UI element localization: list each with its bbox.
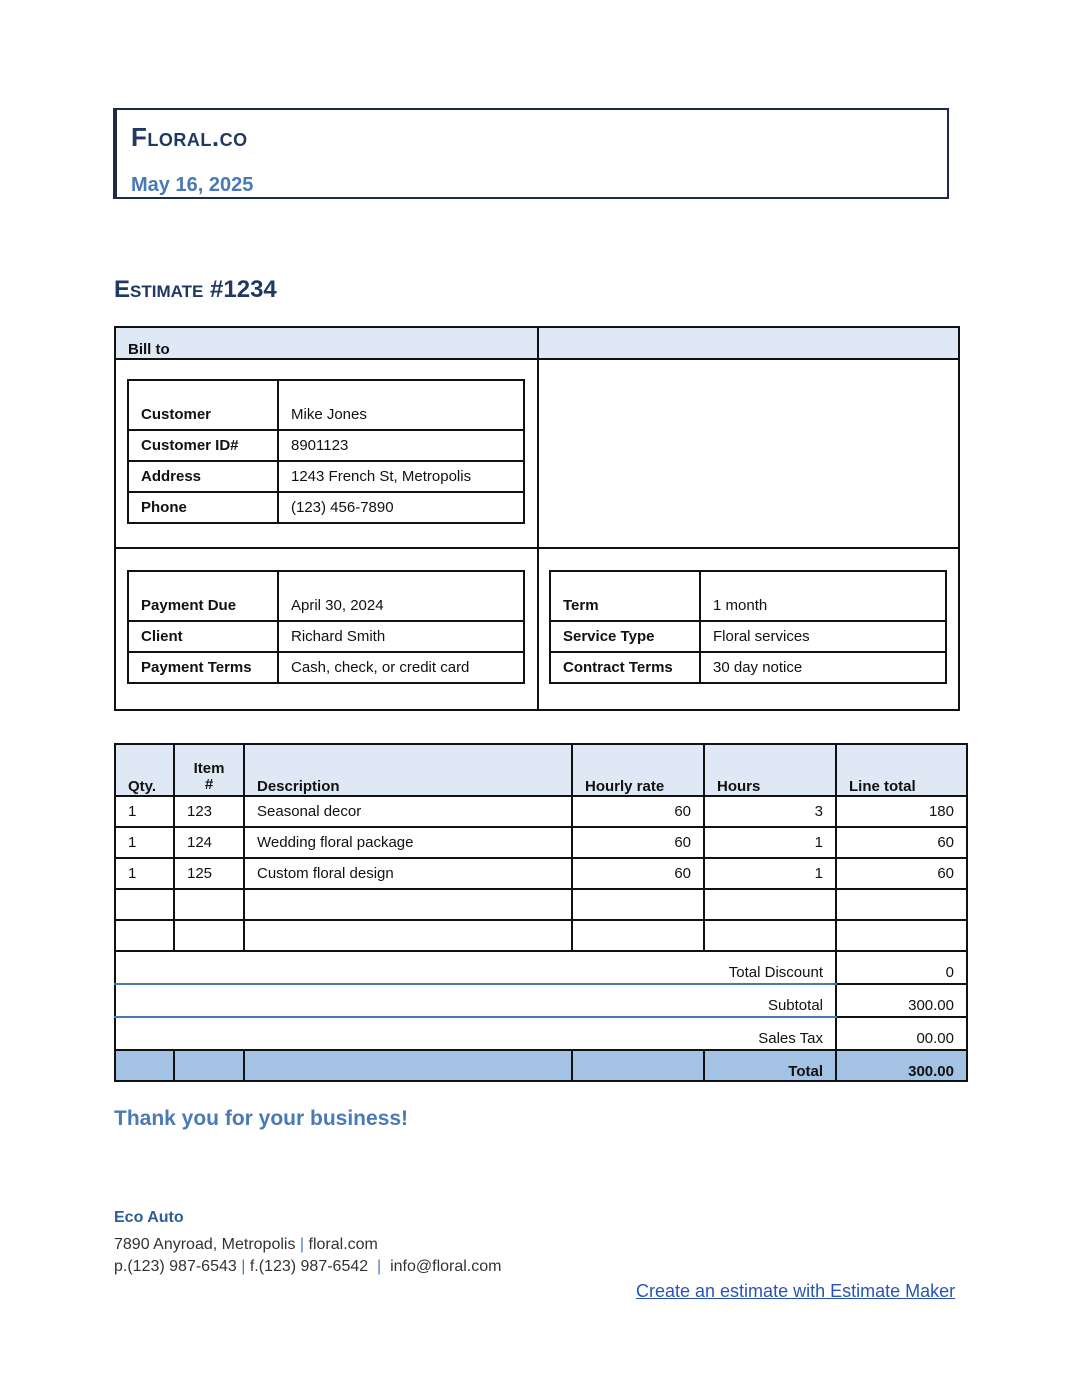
- total-row: [115, 1050, 967, 1081]
- empty-cell: [836, 920, 967, 951]
- empty-cell: [244, 920, 572, 951]
- term-value: 1 month: [700, 571, 946, 621]
- empty-cell: [572, 920, 704, 951]
- description-cell: Custom floral design: [244, 858, 572, 889]
- empty-cell: [174, 1050, 244, 1081]
- customer-info-table: [127, 379, 525, 524]
- discount-row: [115, 951, 967, 984]
- table-row: [128, 492, 524, 523]
- rate-cell: 60: [572, 827, 704, 858]
- qty-cell: 1: [115, 796, 174, 827]
- payment-due-value: April 30, 2024: [278, 571, 524, 621]
- client-label: Client: [128, 621, 278, 652]
- address-value: 1243 French St, Metropolis: [278, 461, 524, 492]
- empty-cell: [704, 920, 836, 951]
- total-discount-label: Total Discount: [115, 951, 836, 984]
- rate-cell: 60: [572, 796, 704, 827]
- service-type-value: Floral services: [700, 621, 946, 652]
- bill-to-section: [114, 326, 960, 711]
- sales-tax-value: 00.00: [836, 1017, 967, 1050]
- hours-cell: 3: [704, 796, 836, 827]
- company-address-line: [114, 1236, 378, 1254]
- estimate-maker-link[interactable]: Create an estimate with Estimate Maker: [636, 1281, 956, 1301]
- payment-due-label: Payment Due: [128, 571, 278, 621]
- total-label: Total: [704, 1050, 836, 1081]
- subtotal-row: [115, 984, 967, 1017]
- table-row: [128, 430, 524, 461]
- hours-cell: 1: [704, 858, 836, 889]
- contract-terms-value: 30 day notice: [700, 652, 946, 683]
- customer-value: Mike Jones: [278, 380, 524, 430]
- table-row: [550, 621, 946, 652]
- table-row: [128, 380, 524, 430]
- address-label: Address: [128, 461, 278, 492]
- table-row: [550, 571, 946, 621]
- empty-cell: [244, 1050, 572, 1081]
- header-box: [113, 108, 949, 199]
- item-cell: 123: [174, 796, 244, 827]
- hours-cell: 1: [704, 827, 836, 858]
- sales-tax-row: [115, 1017, 967, 1050]
- contract-terms-label: Contract Terms: [550, 652, 700, 683]
- line-total-cell: 60: [836, 858, 967, 889]
- empty-cell: [115, 920, 174, 951]
- company-fax: f.(123) 987-6542: [249, 1258, 369, 1275]
- item-number-header: [174, 744, 244, 796]
- qty-cell: 1: [115, 858, 174, 889]
- bill-to-label: Bill to: [128, 341, 170, 358]
- description-cell: Seasonal decor: [244, 796, 572, 827]
- company-address: 7890 Anyroad, Metropolis: [114, 1236, 296, 1253]
- company-name: Eco Auto: [114, 1209, 184, 1226]
- line-total-cell: 60: [836, 827, 967, 858]
- brand-logo-text: Floral.co: [131, 122, 248, 152]
- table-row: [115, 827, 967, 858]
- qty-header: Qty.: [115, 744, 174, 796]
- separator: |: [377, 1258, 382, 1275]
- table-row: [115, 889, 967, 920]
- company-website: floral.com: [308, 1236, 378, 1253]
- description-header: Description: [244, 744, 572, 796]
- item-header-line1: Item: [193, 760, 225, 777]
- customer-id-label: Customer ID#: [128, 430, 278, 461]
- line-items-table: [114, 743, 968, 1082]
- term-label: Term: [550, 571, 700, 621]
- table-row: [128, 652, 524, 683]
- table-row: [115, 796, 967, 827]
- table-row: [128, 461, 524, 492]
- payment-terms-value: Cash, check, or credit card: [278, 652, 524, 683]
- rate-cell: 60: [572, 858, 704, 889]
- separator: |: [241, 1258, 246, 1275]
- payment-info-table: [127, 570, 525, 684]
- qty-cell: 1: [115, 827, 174, 858]
- subtotal-value: 300.00: [836, 984, 967, 1017]
- empty-cell: [115, 1050, 174, 1081]
- hourly-rate-header: Hourly rate: [572, 744, 704, 796]
- total-discount-value: 0: [836, 951, 967, 984]
- empty-cell: [572, 889, 704, 920]
- bill-vertical-divider: [537, 328, 539, 709]
- document-date: May 16, 2025: [131, 174, 254, 196]
- company-phone: p.(123) 987-6543: [114, 1258, 237, 1275]
- customer-label: Customer: [128, 380, 278, 430]
- table-row: [115, 920, 967, 951]
- item-cell: 125: [174, 858, 244, 889]
- total-value: 300.00: [836, 1050, 967, 1081]
- phone-value: (123) 456-7890: [278, 492, 524, 523]
- empty-cell: [244, 889, 572, 920]
- empty-cell: [174, 920, 244, 951]
- line-total-cell: 180: [836, 796, 967, 827]
- table-row: [128, 621, 524, 652]
- sales-tax-label: Sales Tax: [115, 1017, 836, 1050]
- empty-cell: [836, 889, 967, 920]
- table-row: [550, 652, 946, 683]
- table-row: [128, 571, 524, 621]
- phone-label: Phone: [128, 492, 278, 523]
- thank-you-message: Thank you for your business!: [114, 1107, 409, 1130]
- client-value: Richard Smith: [278, 621, 524, 652]
- table-row: [115, 858, 967, 889]
- payment-terms-label: Payment Terms: [128, 652, 278, 683]
- empty-cell: [115, 889, 174, 920]
- bill-horizontal-divider: [116, 547, 958, 549]
- empty-cell: [572, 1050, 704, 1081]
- company-email: info@floral.com: [390, 1258, 502, 1275]
- separator: |: [299, 1236, 305, 1253]
- estimate-title: Estimate #1234: [114, 276, 277, 303]
- empty-cell: [704, 889, 836, 920]
- table-header-row: [115, 744, 967, 796]
- hours-header: Hours: [704, 744, 836, 796]
- description-cell: Wedding floral package: [244, 827, 572, 858]
- service-type-label: Service Type: [550, 621, 700, 652]
- empty-cell: [174, 889, 244, 920]
- item-header-line2: #: [204, 776, 214, 793]
- item-cell: 124: [174, 827, 244, 858]
- company-contact-line: [114, 1258, 501, 1276]
- line-total-header: Line total: [836, 744, 967, 796]
- subtotal-label: Subtotal: [115, 984, 836, 1017]
- customer-id-value: 8901123: [278, 430, 524, 461]
- terms-info-table: [549, 570, 947, 684]
